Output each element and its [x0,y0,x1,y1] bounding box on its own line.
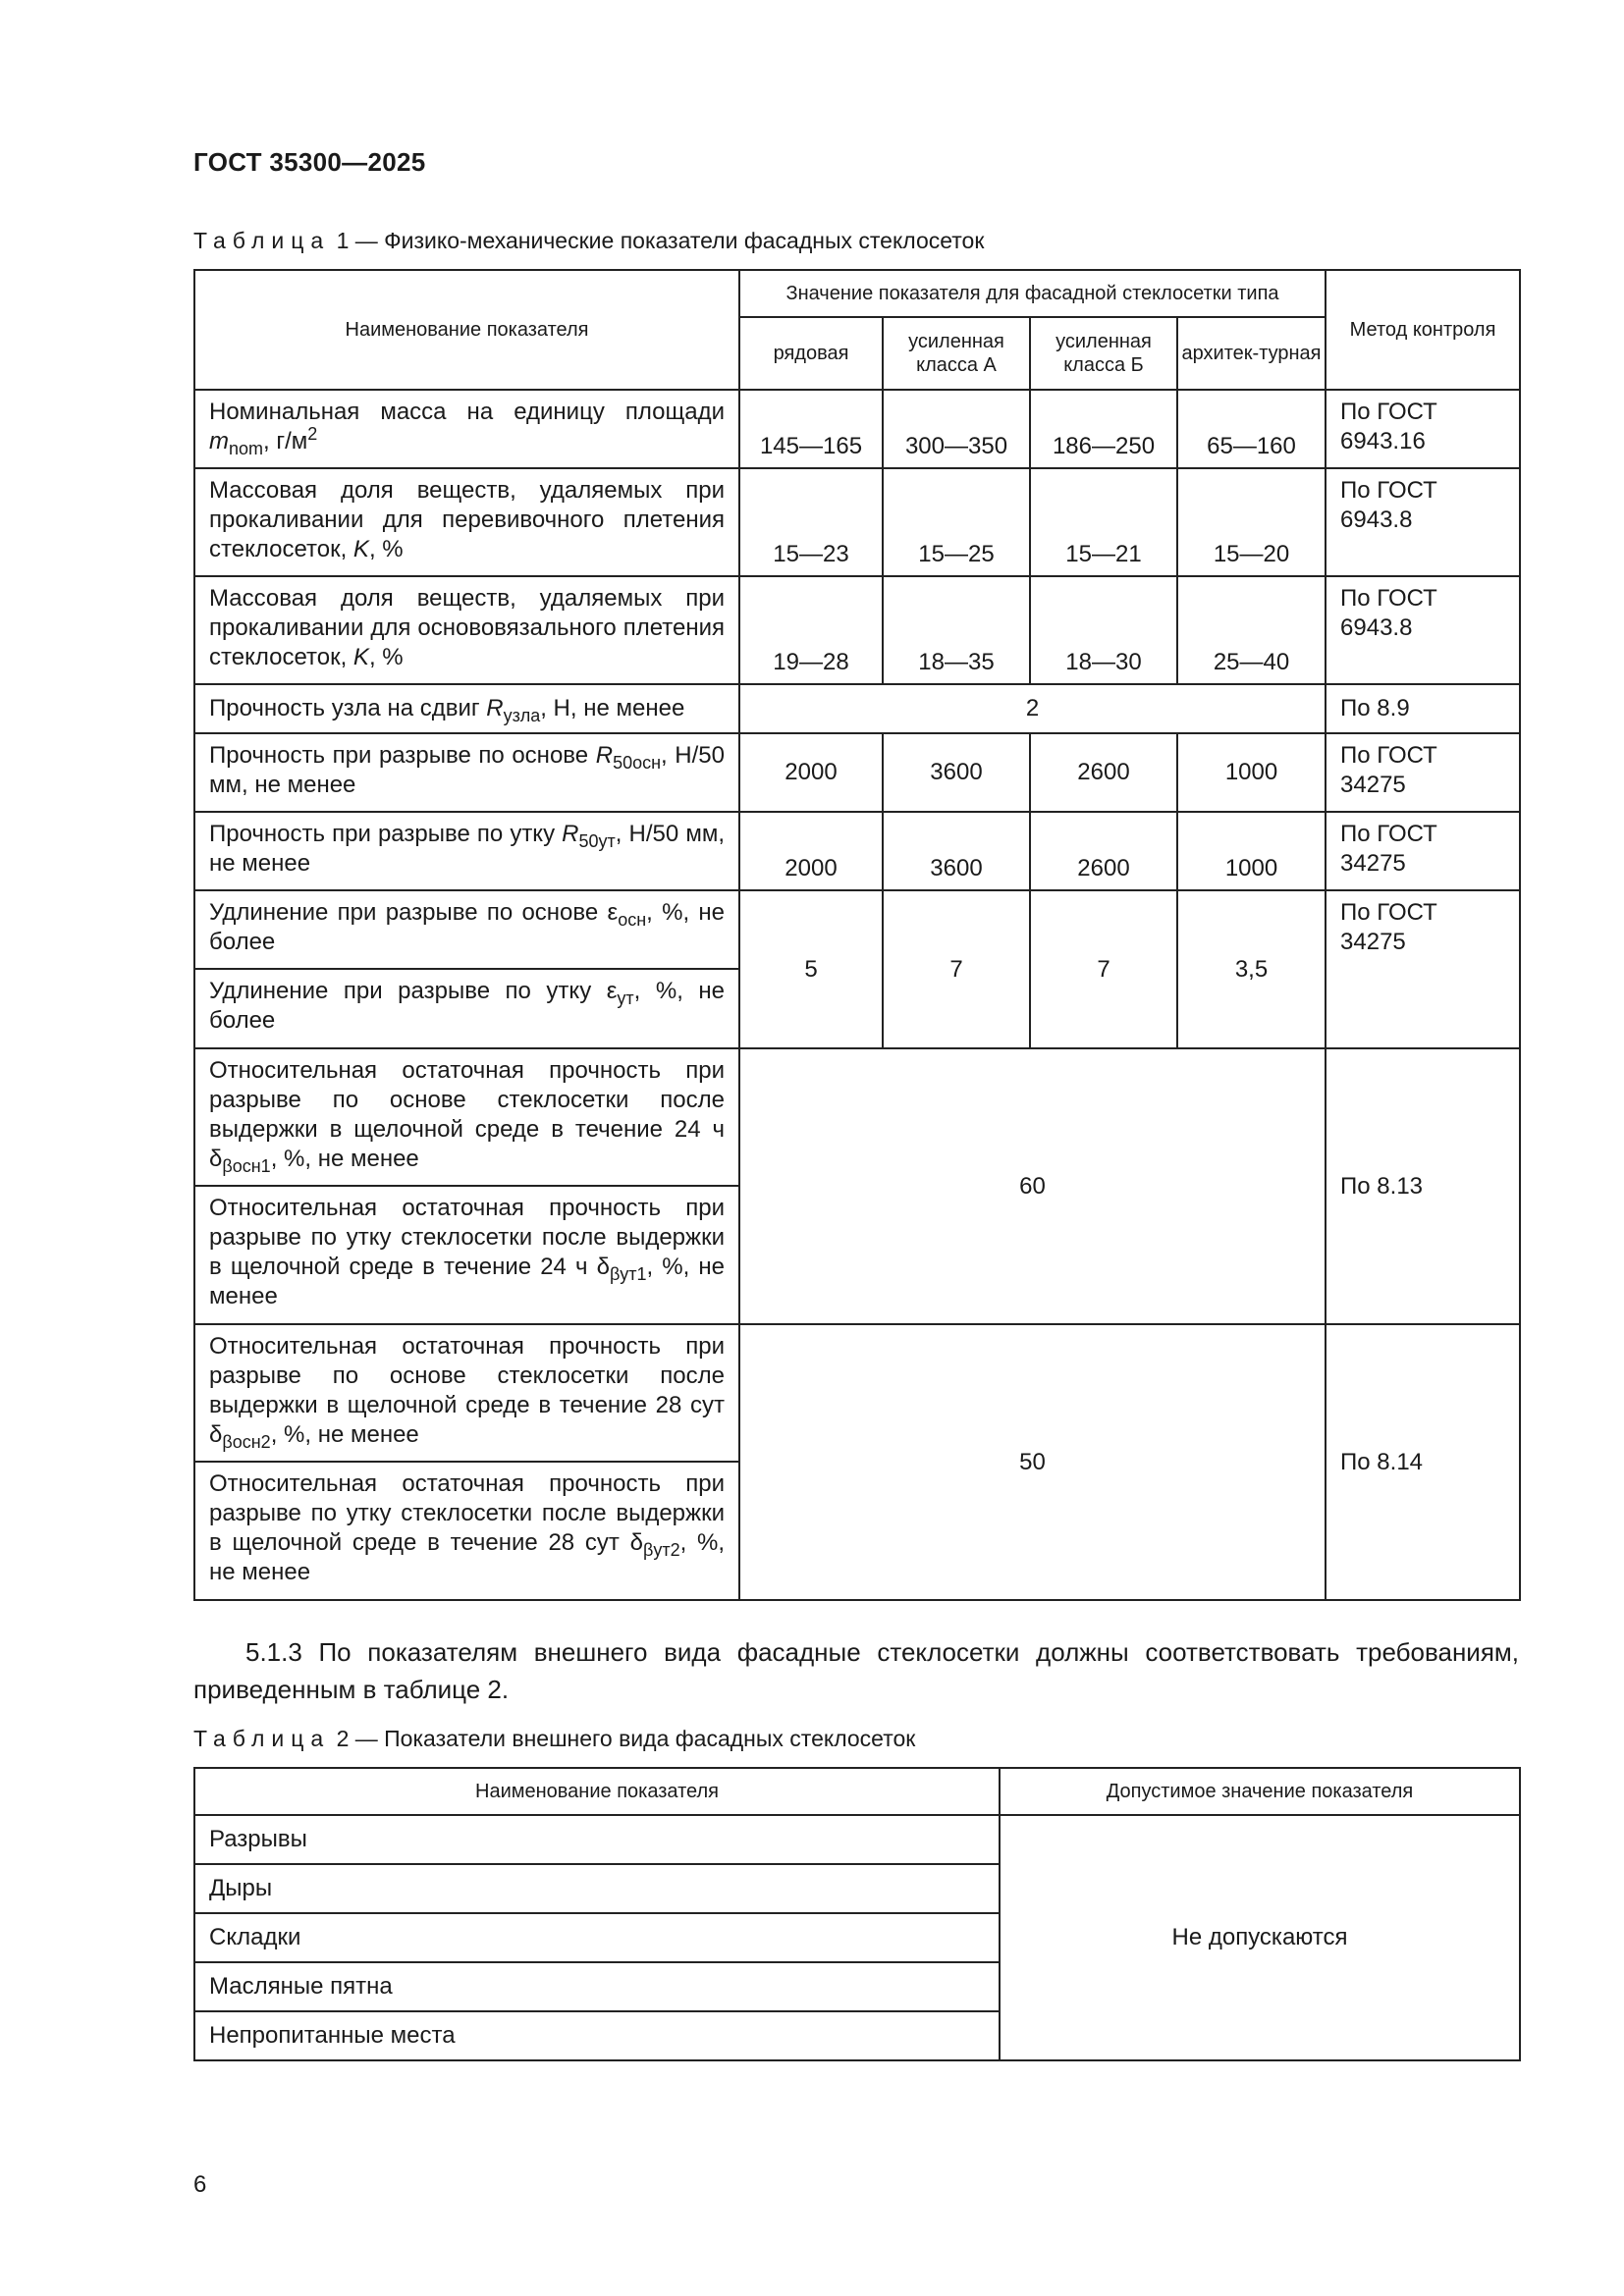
row-name-knot: Прочность узла на сдвиг $R_{узла}$, Н, не менее [194,684,739,733]
method-cell: По ГОСТ 34275 [1326,733,1520,812]
table-row [194,576,1520,684]
value-cell: 3600 [883,812,1030,890]
defect-name: Складки [194,1913,1000,1962]
value-cell: 300—350 [883,390,1030,468]
value-cell: 1000 [1177,812,1326,890]
header-name: Наименование показателя [194,270,739,390]
row-name-elong-warp: Удлинение при разрыве по основе $\varepsilon_{осн}$, %, не более [194,890,739,969]
allowed-value: Не допускаются [1000,1815,1520,2060]
table-row [194,1324,1520,1462]
document-header: ГОСТ 35300—2025 [193,147,426,177]
value-cell: 15—23 [739,468,883,576]
row-name-residual-28d-weft: Относительная остаточная прочность при разрыве по утку стеклосетки после выдержки в щелочной среде в течение 28 сут $\delta_{\beta ут2}$, %, не менее [194,1462,739,1600]
value-cell: 186—250 [1030,390,1177,468]
value-cell: 50 [739,1324,1326,1600]
value-cell: 3,5 [1177,890,1326,1048]
value-cell: 65—160 [1177,390,1326,468]
value-cell: 2000 [739,733,883,812]
table1-caption: Таблица 1 — Физико-механические показатели фасадных стеклосеток [193,228,985,253]
value-cell: 145—165 [739,390,883,468]
header-method: Метод контроля [1326,270,1520,390]
value-cell: 25—40 [1177,576,1326,684]
row-name-elong-weft: Удлинение при разрыве по утку $\varepsilon_{ут}$, %, не более [194,969,739,1048]
defect-name: Непропитанные места [194,2011,1000,2060]
method-cell: По 8.14 [1326,1324,1520,1600]
value-cell: 5 [739,890,883,1048]
value-cell: 15—25 [883,468,1030,576]
row-name-loss1: Массовая доля веществ, удаляемых при прокаливании для перевивочного плетения стеклосеток, K, % [194,468,739,576]
value-cell: 18—30 [1030,576,1177,684]
row-name-residual-24h-weft: Относительная остаточная прочность при разрыве по утку стеклосетки после выдержки в щелочной среде в течение 24 ч $\delta_{\beta ут1}$, %, не менее [194,1186,739,1324]
row-name-mass: Номинальная масса на единицу площади $m_{nom}$, $г/м^2$ [194,390,739,468]
method-cell: По ГОСТ 6943.16 [1326,390,1520,468]
table-row [194,684,1520,733]
method-cell: По ГОСТ 34275 [1326,812,1520,890]
header-type-reinforced-a: усиленная класса А [883,317,1030,390]
table-row [194,468,1520,576]
row-name-warp-strength: Прочность при разрыве по основе $R_{50осн}$, Н/50 мм, не менее [194,733,739,812]
page-number: 6 [193,2171,207,2198]
table-row [194,1815,1520,1864]
table-row [194,1048,1520,1186]
table-row [194,733,1520,812]
row-name-loss2: Массовая доля веществ, удаляемых при прокаливании для основовязального плетения стеклосеток, K, % [194,576,739,684]
table2-caption: Таблица 2 — Показатели внешнего вида фасадных стеклосеток [193,1726,916,1751]
value-cell: 7 [883,890,1030,1048]
header-value-group: Значение показателя для фасадной стеклосетки типа [739,270,1326,317]
header-type-architectural: архитек-турная [1177,317,1326,390]
method-cell: По ГОСТ 6943.8 [1326,468,1520,576]
row-name-weft-strength: Прочность при разрыве по утку $R_{50ут}$, Н/50 мм, не менее [194,812,739,890]
table-row [194,812,1520,890]
header-type-reinforced-b: усиленная класса Б [1030,317,1177,390]
value-cell: 7 [1030,890,1177,1048]
value-cell: 2 [739,684,1326,733]
value-cell: 19—28 [739,576,883,684]
method-cell: По 8.9 [1326,684,1520,733]
defect-name: Масляные пятна [194,1962,1000,2011]
paragraph-5-1-3: 5.1.3 По показателям внешнего вида фасадные стеклосетки должны соответствовать требованиям, приведенным в таблице 2. [193,1637,1519,1704]
row-name-residual-28d-warp: Относительная остаточная прочность при разрыве по основе стеклосетки после выдержки в щелочной среде в течение 28 сут $\delta_{\beta осн2}$, %, не менее [194,1324,739,1462]
value-cell: 3600 [883,733,1030,812]
header-name: Наименование показателя [194,1768,1000,1815]
table-row [194,390,1520,468]
header-type-ordinary: рядовая [739,317,883,390]
table-row [194,890,1520,969]
defect-name: Дыры [194,1864,1000,1913]
value-cell: 60 [739,1048,1326,1324]
method-cell: По 8.13 [1326,1048,1520,1324]
value-cell: 15—21 [1030,468,1177,576]
value-cell: 1000 [1177,733,1326,812]
value-cell: 15—20 [1177,468,1326,576]
value-cell: 2000 [739,812,883,890]
method-cell: По ГОСТ 34275 [1326,890,1520,1048]
defect-name: Разрывы [194,1815,1000,1864]
value-cell: 2600 [1030,812,1177,890]
appearance-table [193,1767,1521,2061]
physical-properties-table [193,269,1521,1601]
value-cell: 18—35 [883,576,1030,684]
value-cell: 2600 [1030,733,1177,812]
method-cell: По ГОСТ 6943.8 [1326,576,1520,684]
header-allowed: Допустимое значение показателя [1000,1768,1520,1815]
row-name-residual-24h-warp: Относительная остаточная прочность при разрыве по основе стеклосетки после выдержки в щелочной среде в течение 24 ч $\delta_{\beta осн1}$, %, не менее [194,1048,739,1186]
